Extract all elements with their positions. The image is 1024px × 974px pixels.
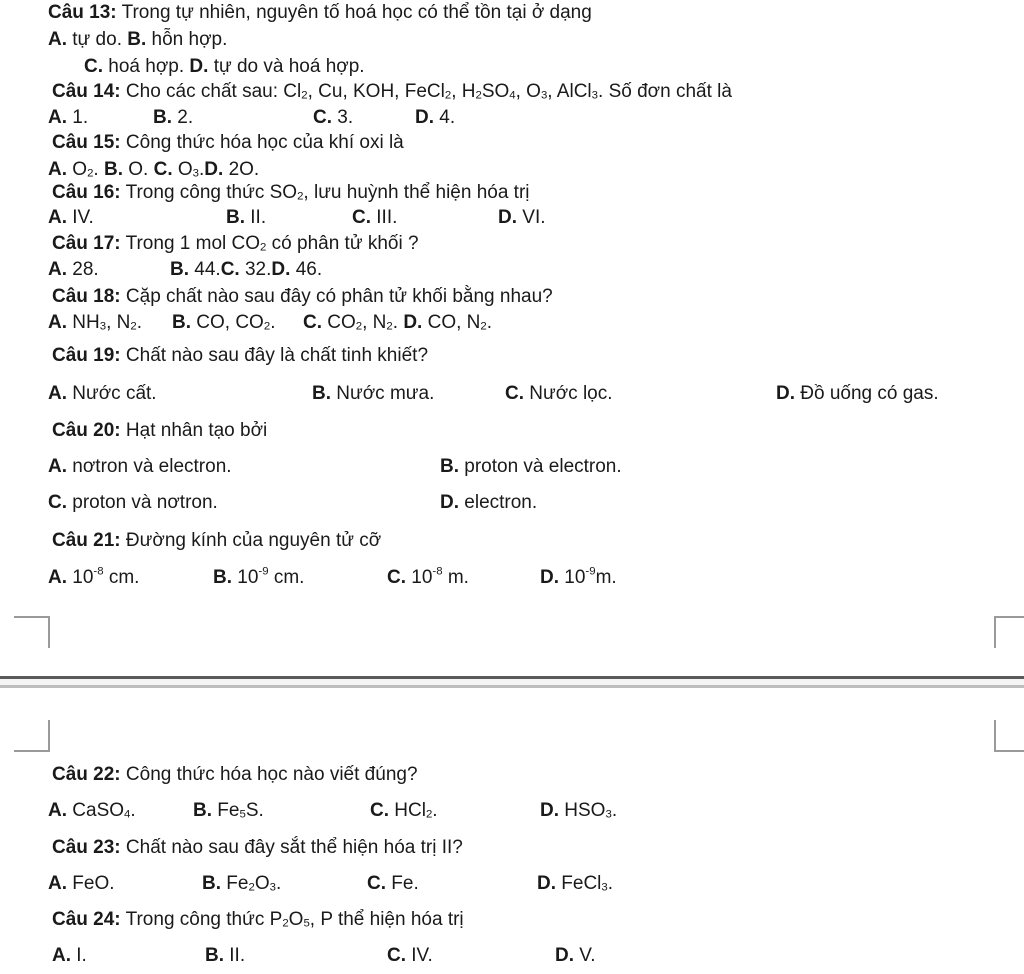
question-13 [48, 3, 592, 22]
option-b: O. [128, 159, 149, 180]
option-c: C. $10^{-8}$ m. [387, 565, 469, 588]
option-d: D. VI. [498, 207, 546, 228]
option-a: A. Nước cất. [48, 383, 157, 404]
question-text: Đường kính của nguyên tử cỡ [125, 530, 382, 551]
q18-options-cd: C. $CO_2$, $N_2$. D. CO, $N_2$. [303, 312, 492, 333]
question-17: Câu 17: Trong 1 mol $CO_2$ có phân tử khối ? [52, 233, 419, 254]
q13-options-row2: C. hoá hợp. D. tự do và hoá hợp. [84, 56, 365, 77]
crop-mark-bottom-right [994, 720, 1024, 752]
q17-formula: $CO_2$ [231, 233, 267, 254]
crop-mark-bottom-left [14, 720, 50, 752]
question-24: Câu 24: Trong công thức $P_2O_5$, P thể hiện hóa trị [52, 909, 464, 930]
question-text: Chất nào sau đây sắt thể hiện hóa trị II? [125, 837, 463, 858]
q13-options-row1: A. tự do. B. hỗn hợp. [48, 29, 228, 50]
question-label: Câu 13: [48, 2, 117, 23]
q24-formula: $P_2O_5$ [269, 909, 310, 930]
option-d: 2O. [228, 159, 260, 180]
option-c: C. HCl$_2$. [370, 800, 438, 821]
option-a: A. I. [52, 945, 87, 966]
question-14: Câu 14: Cho các chất sau: $Cl_2$, Cu, KOH, FeCl$_2$, $H_2SO_4$, $O_3$, AlCl$_3$. Số đơn chất là [52, 81, 732, 102]
option-c: C. Nước lọc. [505, 383, 613, 404]
option-c: hoá hợp. [108, 56, 185, 77]
option-d: D. V. [555, 945, 596, 966]
question-label: Câu 15: [52, 132, 121, 153]
question-text: Cặp chất nào sau đây có phân tử khối bằng nhau? [125, 286, 553, 307]
question-16: Câu 16: Trong công thức $SO_2$, lưu huỳnh thể hiện hóa trị [52, 182, 530, 203]
page-separator [0, 676, 1024, 688]
option-b: B. $Fe_5S$. [193, 800, 264, 821]
option-a: A. $10^{-8}$ cm. [48, 565, 140, 588]
question-label: Câu 18: [52, 286, 121, 307]
option-c: C. IV. [387, 945, 433, 966]
option-a: tự do. [72, 29, 122, 50]
option-b: hỗn hợp. [151, 29, 228, 50]
option-a: A. nơtron và electron. [48, 456, 232, 477]
question-label: Câu 19: [52, 345, 121, 366]
option-b: B. CO, $CO_2$. [172, 312, 276, 333]
question-label: Câu 17: [52, 233, 121, 254]
question-text: Hạt nhân tạo bởi [125, 420, 268, 441]
option-d: 46. [295, 259, 323, 280]
option-d: D. Đồ uống có gas. [776, 383, 939, 404]
option-d: CO, $N_2$. [427, 312, 492, 333]
option-c: C. proton và nơtron. [48, 492, 218, 513]
q14-formula-list: $Cl_2$, Cu, KOH, FeCl$_2$, $H_2SO_4$, $O_3$, AlCl$_3$. [283, 81, 604, 102]
question-19 [52, 346, 428, 365]
option-a: A. IV. [48, 207, 94, 228]
question-22 [52, 765, 418, 784]
option-d: D. electron. [440, 492, 538, 513]
question-label: Câu 22: [52, 764, 121, 785]
crop-mark-top-right [994, 616, 1024, 648]
question-label: Câu 16: [52, 182, 121, 203]
option-a: A. 28. [48, 259, 99, 280]
q17-options-bcd: B. 44.C. 32.D. 46. [170, 259, 323, 280]
option-b: B. $Fe_2O_3$. [202, 873, 282, 894]
option-b: B. 2. [153, 107, 194, 128]
question-21 [52, 531, 381, 550]
question-label: Câu 20: [52, 420, 121, 441]
q16-formula: $SO_2$ [269, 182, 304, 203]
option-c: C. 3. [313, 107, 354, 128]
option-a: A. $NH_3$, $N_2$. [48, 312, 142, 333]
question-text: Công thức hóa học của khí oxi là [125, 132, 404, 153]
question-18 [52, 287, 553, 306]
q15-options: A. $O_2$. B. O. C. $O_3.D$. 2O. [48, 159, 260, 180]
question-20 [52, 421, 267, 440]
option-d: D. $10^{-9}m$. [540, 565, 617, 588]
question-text: Công thức hóa học nào viết đúng? [125, 764, 418, 785]
option-d: D. 4. [415, 107, 456, 128]
option-b: B. Nước mưa. [312, 383, 435, 404]
question-label: Câu 24: [52, 909, 121, 930]
question-text: Chất nào sau đây là chất tinh khiết? [125, 345, 429, 366]
option-b: B. II. [205, 945, 246, 966]
option-d: D. FeCl$_3$. [537, 873, 614, 894]
option-b: B. proton và electron. [440, 456, 622, 477]
question-label: Câu 23: [52, 837, 121, 858]
option-b: B. II. [226, 207, 267, 228]
option-a: $O_2$. [72, 159, 99, 180]
question-text: Trong tự nhiên, nguyên tố hoá học có thể tồn tại ở dạng [121, 2, 592, 23]
option-a: A. FeO. [48, 873, 115, 894]
option-c: C. Fe. [367, 873, 419, 894]
option-b: B. $10^{-9}$ cm. [213, 565, 305, 588]
option-a: A. 1. [48, 107, 89, 128]
option-c: C. III. [352, 207, 398, 228]
option-c: 32. [244, 259, 272, 280]
option-a: A. CaSO$_4$. [48, 800, 136, 821]
option-c: $CO_2$, $N_2$. [327, 312, 399, 333]
option-d: tự do và hoá hợp. [213, 56, 365, 77]
option-d: D. $HSO_3$. [540, 800, 618, 821]
question-label: Câu 14: [52, 81, 121, 102]
question-15 [52, 133, 404, 152]
question-23 [52, 838, 463, 857]
option-b: 44. [194, 259, 221, 280]
option-c: $O_3$. [177, 159, 205, 180]
crop-mark-top-left [14, 616, 50, 648]
question-label: Câu 21: [52, 530, 121, 551]
